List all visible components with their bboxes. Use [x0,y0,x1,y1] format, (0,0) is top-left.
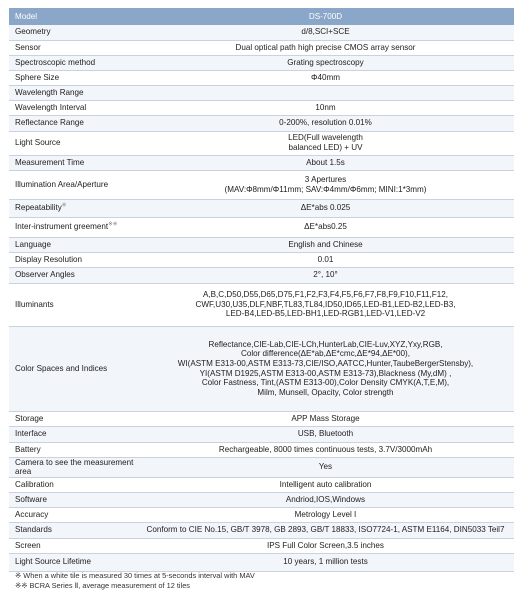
spec-value [137,85,514,100]
spec-value-line: LED(Full wavelength [288,133,363,143]
spec-value [137,507,514,522]
spec-value-line: Color difference(ΔE*ab,ΔE*cmc,ΔE*94,ΔE*00), [240,349,411,359]
spec-value [137,267,514,283]
spec-value [137,283,514,326]
spec-label [9,199,137,217]
spec-label [9,85,137,100]
spec-value-line: USB, Bluetooth [297,429,354,439]
spec-label-text: Geometry [15,27,51,37]
spec-value [137,326,514,411]
spec-value-line: Andriod,IOS,Windows [285,494,366,504]
spec-value [137,553,514,571]
spec-value [137,100,514,115]
spec-value-line: ΔE*abs0.25 [304,222,347,232]
table-row [9,252,514,267]
spec-value [137,457,514,477]
table-row [9,538,514,553]
spec-table [9,8,514,572]
spec-value-line: ΔE*abs 0.025 [300,203,351,213]
spec-value [137,522,514,538]
table-row [9,492,514,507]
footnote-mark: ※※ [108,221,118,228]
spec-label [9,507,137,522]
table-row [9,25,514,40]
table-row [9,115,514,131]
spec-value [137,411,514,426]
table-row [9,85,514,100]
table-row [9,155,514,170]
spec-label-text: Screen [15,540,41,550]
spec-label [9,267,137,283]
spec-value [137,115,514,131]
spec-label-text: Inter-instrument greement [15,222,109,232]
spec-label [9,100,137,115]
header-label: Model [9,8,137,25]
spec-label [9,131,137,155]
spec-value [137,199,514,217]
spec-label-text: Light Source [15,138,61,148]
spec-value [137,442,514,457]
table-row [9,457,514,477]
spec-value [137,477,514,492]
spec-label-text: Calibration [15,479,54,489]
spec-label-text: Light Source Lifetime [15,557,92,567]
spec-label [9,237,137,252]
table-row [9,131,514,155]
spec-value-line: LED-B4,LED-B5,LED-BH1,LED-RGB1,LED-V1,LED-V2 [225,309,426,319]
spec-label-text: Color Spaces and Indices [15,363,108,373]
spec-value [137,538,514,553]
spec-label-text: Sphere Size [15,72,60,82]
spec-label-text: Wavelength Interval [15,102,87,112]
spec-label-text: Storage [15,413,44,423]
spec-label [9,25,137,40]
spec-value-line: Φ40mm [311,72,340,82]
spec-label [9,457,137,477]
spec-label-text: Camera to see the measurement area [15,457,134,477]
table-header-row [9,8,514,25]
footnotes [15,571,255,591]
spec-label [9,283,137,326]
spec-value-line: 0.01 [317,254,334,264]
spec-label-text: Observer Angles [15,270,75,280]
spec-label [9,155,137,170]
spec-label [9,442,137,457]
spec-value-line: A,B,C,D50,D55,D65,D75,F1,F2,F3,F4,F5,F6,F7,F8,F9,F10,F11,F12, [202,290,448,300]
spec-value [137,131,514,155]
spec-value-line: Metrology Level I [294,509,357,519]
spec-value [137,155,514,170]
spec-label-text: Standards [15,525,52,535]
table-row [9,442,514,457]
table-row [9,237,514,252]
spec-label-text: Measurement Time [15,157,85,167]
header-model: DS-700D [137,8,514,25]
table-row [9,426,514,442]
spec-value [137,170,514,199]
spec-label-text: Spectroscopic method [15,57,96,67]
spec-value-line: balanced LED) + UV [288,143,363,152]
spec-label-text: Sensor [15,42,41,52]
table-row [9,100,514,115]
spec-label [9,115,137,131]
spec-value-line: Color Fastness, Tint,(ASTM E313-00),Color Density CMYK(A,T,E,M), [201,378,450,388]
spec-value [137,55,514,70]
spec-value [137,237,514,252]
spec-value-line: Dual optical path high precise CMOS array sensor [235,42,416,52]
spec-value-line: CWF,U30,U35,DLF,NBF,TL83,TL84,ID50,ID65,LED-B1,LED-B2,LED-B3, [195,299,456,309]
spec-value-line: 10 years, 1 million tests [283,557,368,567]
spec-value [137,252,514,267]
spec-label-text: Software [15,494,47,504]
table-row [9,411,514,426]
spec-value-line: YI(ASTM D1925,ASTM E313-00,ASTM E313-73),Blackness (My,dM) , [199,368,452,378]
spec-value [137,40,514,55]
spec-label [9,326,137,411]
table-row [9,477,514,492]
spec-value [137,426,514,442]
spec-value-line: Rechargeable, 8000 times continuous tests, 3.7V/3000mAh [218,444,433,454]
spec-value-line: 3 Apertures [304,174,347,184]
table-row [9,199,514,217]
table-row [9,170,514,199]
spec-value-line: Grating spectroscopy [287,57,364,67]
table-row [9,507,514,522]
spec-value-line: WI(ASTM E313-00,ASTM E313-73,CIE/ISO,AATCC,Hunter,TaubeBergerStensby), [177,358,474,368]
table-row [9,70,514,85]
table-row [9,217,514,237]
spec-value-line: Reflectance,CIE-Lab,CIE-LCh,HunterLab,CIE-Luv,XYZ,Yxy,RGB, [208,339,443,349]
spec-label-text: Reflectance Range [15,118,84,128]
spec-label-text: Display Resolution [15,254,83,264]
table-row [9,55,514,70]
table-row [9,553,514,571]
spec-label-text: Illuminants [15,299,54,309]
footnote-mark: ※ [61,202,67,209]
spec-value-line: English and Chinese [288,239,363,249]
table-row [9,326,514,411]
spec-label [9,411,137,426]
table-row [9,522,514,538]
spec-label [9,170,137,199]
spec-label-text: Illumination Area/Aperture [15,179,109,189]
spec-value-line: 0-200%, resolution 0.01% [279,118,372,128]
spec-label [9,553,137,571]
spec-label [9,252,137,267]
spec-label-text: Language [15,239,52,249]
spec-value-line: 2°, 10° [313,270,338,280]
spec-value-line: About 1.5s [306,157,345,167]
spec-label [9,40,137,55]
spec-value-line: 10nm [315,102,336,112]
spec-label [9,70,137,85]
spec-label [9,477,137,492]
spec-label [9,426,137,442]
spec-value-line: Intelligent auto calibration [279,479,372,489]
table-row [9,283,514,326]
spec-label [9,538,137,553]
spec-value [137,25,514,40]
spec-label-text: Battery [15,444,41,454]
spec-value-line: APP Mass Storage [291,413,360,423]
footnote: ※※ BCRA Series Ⅱ, average measurement of 12 tiles [15,581,190,590]
spec-value-line: (MAV:Φ8mm/Φ11mm; SAV:Φ4mm/Φ6mm; MINI:1*3mm) [224,184,427,194]
spec-label [9,55,137,70]
spec-label [9,492,137,507]
spec-label [9,522,137,538]
spec-label-text: Accuracy [15,509,49,519]
spec-value-line: Conform to CIE No.15, GB/T 3978, GB 2893, GB/T 18833, ISO7724-1, ASTM E1164, DIN5033 Teil7 [146,525,505,535]
spec-label-text: Wavelength Range [15,87,84,97]
table-row [9,267,514,283]
footnote: ※ When a white tile is measured 30 times at 5-seconds interval with MAV [15,571,255,580]
spec-value [137,217,514,237]
spec-label-text: Repeatability [15,203,62,213]
spec-label [9,217,137,237]
spec-value-line: IPS Full Color Screen,3.5 inches [267,540,384,550]
spec-value-line: Yes [318,462,333,472]
spec-label-text: Interface [15,429,47,439]
spec-value-line: Milm, Munsell, Opacity, Color strength [257,387,394,397]
spec-value [137,492,514,507]
spec-value-line: d/8,SCI+SCE [301,27,350,37]
table-row [9,40,514,55]
spec-value [137,70,514,85]
